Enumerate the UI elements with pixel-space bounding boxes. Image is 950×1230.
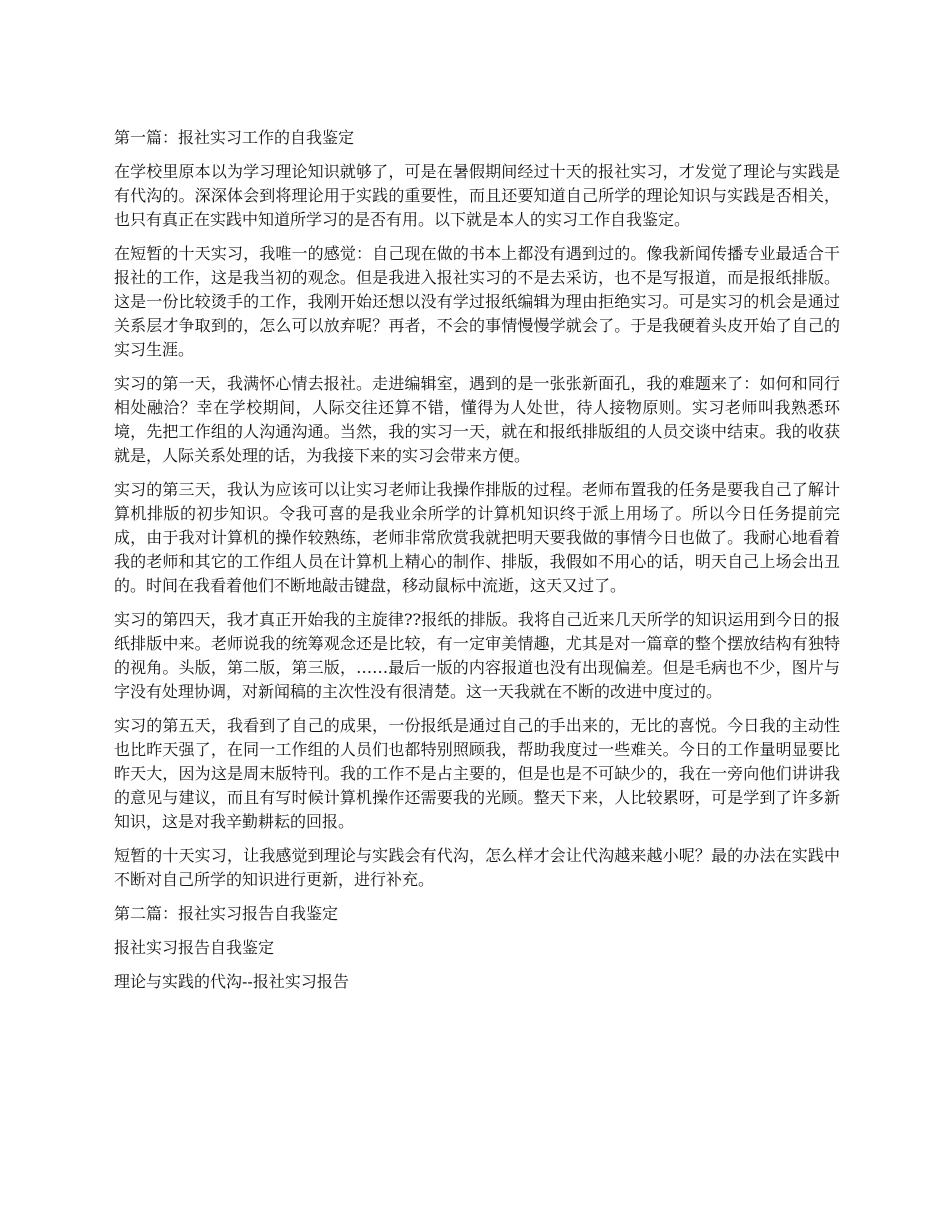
document-page: [114, 126, 840, 1004]
paragraph-2: 在短暂的十天实习，我唯一的感觉：自己现在做的书本上都没有遇到过的。像我新闻传播专业最适合干报社的工作，这是我当初的观念。但是我进入报社实习的不是去采访，也不是写报道，而是报纸排版。这是一份比较烫手的工作，我刚开始还想以没有学过报纸编辑为理由拒绝实习。可是实习的机会是通过关系层才争取到的，怎么可以放弃呢？再者，不会的事情慢慢学就会了。于是我硬着头皮开始了自己的实习生涯。: [114, 244, 840, 359]
paragraph-1: 在学校里原本以为学习理论知识就够了，可是在暑假期间经过十天的报社实习，才发觉了理论与实践是有代沟的。深深体会到将理论用于实践的重要性，而且还要知道自己所学的理论知识与实践是否相关，也只有真正在实践中知道所学习的是否有用。以下就是本人的实习工作自我鉴定。: [114, 162, 840, 229]
paragraph-4: 实习的第三天，我认为应该可以让实习老师让我操作排版的过程。老师布置我的任务是要我自己了解计算机排版的初步知识。令我可喜的是我业余所学的计算机知识终于派上用场了。所以今日任务提前完成，由于我对计算机的操作较熟练，老师非常欣赏我就把明天要我做的事情今日也做了。我耐心地看着我的老师和其它的工作组人员在计算机上精心的制作、排版，我假如不用心的话，明天自己上场会出丑的。时间在我看着他们不断地敲击键盘，移动鼠标中流逝，这天又过了。: [114, 480, 840, 595]
subheading-2: 理论与实践的代沟--报社实习报告: [114, 972, 349, 991]
section-heading-1: 第一篇：报社实习工作的自我鉴定: [114, 128, 355, 147]
paragraph-3: 实习的第一天，我满怀心情去报社。走进编辑室，遇到的是一张张新面孔，我的难题来了：如何和同行相处融洽？幸在学校期间，人际交往还算不错，懂得为人处世，待人接物原则。实习老师叫我熟悉环境，先把工作组的人沟通沟通。当然，我的实习一天，就在和报纸排版组的人员交谈中结束。我的收获就是，人际关系处理的话，为我接下来的实习会带来方便。: [114, 374, 840, 465]
section-heading-2: 第二篇：报社实习报告自我鉴定: [114, 904, 339, 923]
subheading-1: 报社实习报告自我鉴定: [114, 938, 275, 957]
paragraph-7: 短暂的十天实习，让我感觉到理论与实践会有代沟，怎么样才会让代沟越来越小呢？最的办法在实践中不断对自己所学的知识进行更新，进行补充。: [114, 846, 840, 889]
paragraph-5: 实习的第四天，我才真正开始我的主旋律??报纸的排版。我将自己近来几天所学的知识运用到今日的报纸排版中来。老师说我的统筹观念还是比较，有一定审美情趣，尤其是对一篇章的整个摆放结构有独特的视角。头版，第二版，第三版，……最后一版的内容报道也没有出现偏差。但是毛病也不少，图片与字没有处理协调，对新闻稿的主次性没有很清楚。这一天我就在不断的改进中度过的。: [114, 610, 840, 701]
paragraph-6: 实习的第五天，我看到了自己的成果，一份报纸是通过自己的手出来的，无比的喜悦。今日我的主动性也比昨天强了，在同一工作组的人员们也都特别照顾我，帮助我度过一些难关。今日的工作量明显要比昨天大，因为这是周末版特刊。我的工作不是占主要的，但是也是不可缺少的，我在一旁向他们讲讲我的意见与建议，而且有写时候计算机操作还需要我的光顾。整天下来，人比较累呀，可是学到了许多新知识，这是对我辛勤耕耘的回报。: [114, 716, 840, 831]
